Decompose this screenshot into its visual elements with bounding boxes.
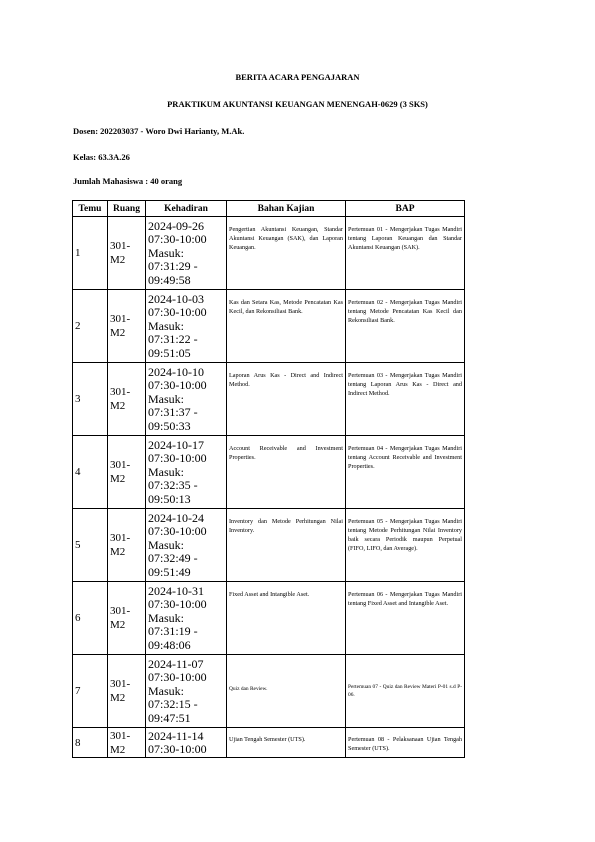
cell-temu: 8 <box>73 728 108 758</box>
cell-kehadiran: 2024-10-03 07:30-10:00 Masuk: 07:31:22 - 09:51:05 <box>146 290 227 363</box>
table-row <box>73 728 465 758</box>
cell-ruang: 301- M2 <box>108 217 146 290</box>
cell-temu: 4 <box>73 436 108 509</box>
cell-bap: Pertemuan 08 - Pelaksanaan Ujian Tengah Semester (UTS). <box>346 728 465 758</box>
cell-ruang: 301- M2 <box>108 728 146 758</box>
cell-temu: 6 <box>73 582 108 655</box>
cell-bap: Pertemuan 01 - Mengerjakan Tugas Mandiri tentang Laporan Keuangan dan Standar Akuntansi Keuangan (SAK). <box>346 217 465 290</box>
cell-kehadiran: 2024-10-10 07:30-10:00 Masuk: 07:31:37 - 09:50:33 <box>146 363 227 436</box>
cell-ruang: 301- M2 <box>108 363 146 436</box>
cell-ruang: 301- M2 <box>108 509 146 582</box>
document-title: BERITA ACARA PENGAJARAN <box>235 72 360 82</box>
cell-bahan-kajian: Kas dan Setara Kas, Metode Pencatatan Kas Kecil, dan Rekonsiliasi Bank. <box>227 290 346 363</box>
cell-bahan-kajian: Laporan Arus Kas - Direct and Indirect Method. <box>227 363 346 436</box>
header-temu: Temu <box>73 201 108 217</box>
cell-bap: Pertemuan 05 - Mengerjakan Tugas Mandiri tentang Metode Perhitungan Nilai Inventory baik secara Periodik maupun Perpetual (FIFO, LIFO, dan Average). <box>346 509 465 582</box>
cell-ruang: 301- M2 <box>108 290 146 363</box>
cell-kehadiran: 2024-11-14 07:30-10:00 <box>146 728 227 758</box>
cell-bap: Pertemuan 02 - Mengerjakan Tugas Mandiri tentang Metode Pencatatan Kas Kecil dan Rekonsiliasi Bank. <box>346 290 465 363</box>
cell-kehadiran: 2024-11-07 07:30-10:00 Masuk: 07:32:15 - 09:47:51 <box>146 655 227 728</box>
cell-temu: 5 <box>73 509 108 582</box>
table-row <box>73 582 465 655</box>
header-bap: BAP <box>346 201 465 217</box>
cell-bahan-kajian: Pengertian Akuntansi Keuangan, Standar Akuntansi Keuangan (SAK), dan Laporan Keuangan. <box>227 217 346 290</box>
course-title: PRAKTIKUM AKUNTANSI KEUANGAN MENENGAH-0629 (3 SKS) <box>167 99 428 109</box>
table-row <box>73 436 465 509</box>
table-header-row <box>73 201 465 217</box>
attendance-table <box>72 200 465 758</box>
cell-bap: Pertemuan 04 - Mengerjakan Tugas Mandiri tentang Account Receivable and Investment Properties. <box>346 436 465 509</box>
table-row <box>73 217 465 290</box>
cell-temu: 3 <box>73 363 108 436</box>
table-row <box>73 509 465 582</box>
lecturer-line: Dosen: 202203037 - Woro Dwi Harianty, M.Ak. <box>73 126 245 136</box>
cell-kehadiran: 2024-10-31 07:30-10:00 Masuk: 07:31:19 - 09:48:06 <box>146 582 227 655</box>
cell-kehadiran: 2024-09-26 07:30-10:00 Masuk: 07:31:29 - 09:49:58 <box>146 217 227 290</box>
cell-bap: Pertemuan 06 - Mengerjakan Tugas Mandiri tentang Fixed Asset and Intangible Aset. <box>346 582 465 655</box>
cell-ruang: 301- M2 <box>108 436 146 509</box>
table-row <box>73 363 465 436</box>
cell-bap: Pertemuan 03 - Mengerjakan Tugas Mandiri tentang Laporan Arus Kas - Direct and Indirect Method. <box>346 363 465 436</box>
cell-bahan-kajian: Quiz dan Review. <box>227 655 346 728</box>
cell-ruang: 301- M2 <box>108 655 146 728</box>
cell-kehadiran: 2024-10-17 07:30-10:00 Masuk: 07:32:35 - 09:50:13 <box>146 436 227 509</box>
cell-bahan-kajian: Ujian Tengah Semester (UTS). <box>227 728 346 758</box>
cell-temu: 2 <box>73 290 108 363</box>
class-line: Kelas: 63.3A.26 <box>73 152 130 162</box>
table-row <box>73 655 465 728</box>
student-count-line: Jumlah Mahasiswa : 40 orang <box>73 176 183 186</box>
cell-bahan-kajian: Inventory dan Metode Perhitungan Nilai Inventory. <box>227 509 346 582</box>
table-row <box>73 290 465 363</box>
cell-ruang: 301- M2 <box>108 582 146 655</box>
cell-temu: 1 <box>73 217 108 290</box>
cell-kehadiran: 2024-10-24 07:30-10:00 Masuk: 07:32:49 - 09:51:49 <box>146 509 227 582</box>
cell-bahan-kajian: Account Receivable and Investment Properties. <box>227 436 346 509</box>
cell-temu: 7 <box>73 655 108 728</box>
cell-bahan-kajian: Fixed Asset and Intangible Aset. <box>227 582 346 655</box>
cell-bap: Pertemuan 07 - Quiz dan Review Materi P-01 s.d P-06. <box>346 655 465 728</box>
header-bahan-kajian: Bahan Kajian <box>227 201 346 217</box>
header-ruang: Ruang <box>108 201 146 217</box>
header-kehadiran: Kehadiran <box>146 201 227 217</box>
